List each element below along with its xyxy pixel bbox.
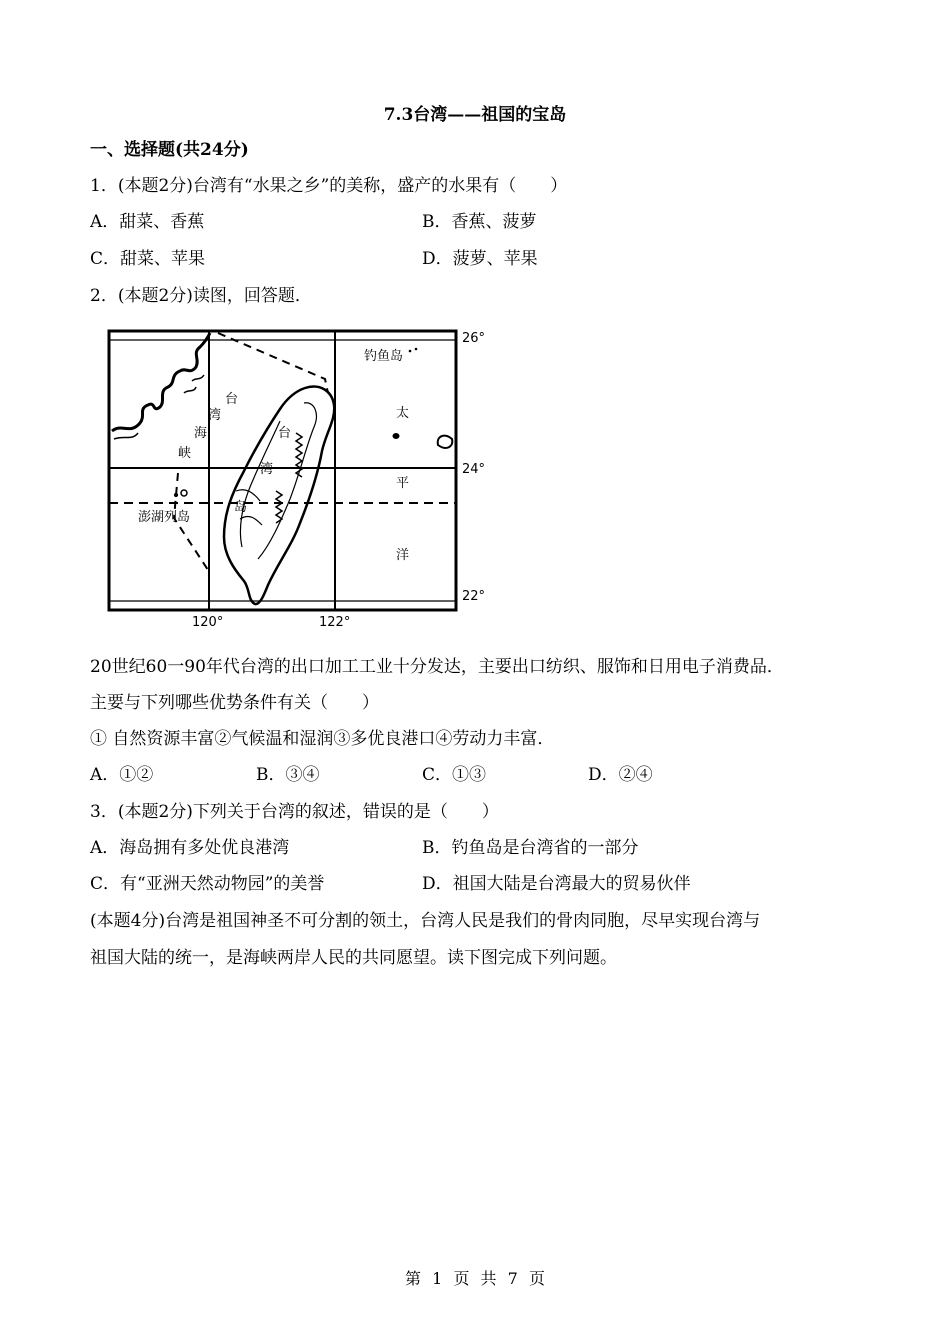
- q3-option-b: B．钓鱼岛是台湾省的一部分: [422, 838, 639, 858]
- label-ocean-1: 太: [396, 406, 410, 421]
- lon-label-120: 120°: [192, 615, 224, 630]
- lat-label-26: 26°: [462, 331, 486, 346]
- page-footer: [0, 1266, 950, 1289]
- label-strait-4: 峡: [178, 446, 192, 461]
- footer-total-pages: 7: [507, 1269, 518, 1288]
- q4-intro-2: 祖国大陆的统一，是海峡两岸人民的共同愿望。读下图完成下列问题。: [90, 948, 617, 968]
- q3-option-d: D．祖国大陆是台湾最大的贸易伙伴: [422, 874, 691, 894]
- page-title: 7.3台湾——祖国的宝岛: [383, 105, 567, 125]
- taiwan-map: [100, 323, 500, 635]
- q3-option-c: C．有“亚洲天然动物园”的美誉: [90, 874, 325, 894]
- question-3-stem: 3．(本题2分)下列关于台湾的叙述，错误的是（ ）: [90, 802, 499, 822]
- lat-label-22: 22°: [462, 589, 486, 604]
- q2-context-2: 主要与下列哪些优势条件有关（ ）: [90, 693, 379, 713]
- lat-label-24: 24°: [462, 462, 486, 477]
- q2-option-b: B．③④: [256, 765, 320, 785]
- label-island-3: 岛: [234, 500, 248, 515]
- label-strait-3: 海: [194, 426, 208, 441]
- q3-option-a: A．海岛拥有多处优良港湾: [90, 838, 290, 858]
- q2-conditions: ① 自然资源丰富②气候温和湿润③多优良港口④劳动力丰富．: [90, 729, 555, 749]
- q2-context-1: 20世纪60一90年代台湾的出口加工工业十分发达，主要出口纺织、服饰和日用电子消费品．: [90, 657, 784, 677]
- label-island-1: 台: [278, 426, 292, 441]
- q1-option-d: D．菠萝、苹果: [422, 249, 538, 269]
- section-heading: 一、选择题(共24分): [90, 140, 249, 160]
- q1-option-a: A．甜菜、香蕉: [90, 212, 205, 232]
- label-penghu: 澎湖列岛: [138, 510, 191, 525]
- q4-intro-1: (本题4分)台湾是祖国神圣不可分割的领土，台湾人民是我们的骨肉同胞，尽早实现台湾与: [90, 911, 761, 931]
- question-2-stem: 2．(本题2分)读图，回答题．: [90, 286, 312, 306]
- footer-word-di: 第: [405, 1269, 422, 1288]
- q2-option-d: D．②④: [588, 765, 653, 785]
- footer-word-gong: 共: [480, 1269, 497, 1288]
- footer-word-ye: 页: [453, 1269, 470, 1288]
- q1-option-c: C．甜菜、苹果: [90, 249, 206, 269]
- label-strait-1: 台: [225, 392, 239, 407]
- footer-word-ye-2: 页: [528, 1269, 545, 1288]
- q2-option-c: C．①③: [422, 765, 487, 785]
- label-strait-2: 湾: [208, 408, 222, 423]
- q2-option-a: A．①②: [90, 765, 154, 785]
- q1-option-b: B．香蕉、菠萝: [422, 212, 537, 232]
- label-island-2: 湾: [260, 462, 274, 477]
- footer-page-number: 1: [432, 1269, 443, 1288]
- question-1-stem: 1．(本题2分)台湾有“水果之乡”的美称，盛产的水果有（ ）: [90, 176, 568, 196]
- label-diaoyu: 钓鱼岛: [364, 349, 404, 364]
- lon-label-122: 122°: [319, 615, 351, 630]
- label-ocean-3: 洋: [396, 548, 410, 563]
- label-ocean-2: 平: [396, 476, 410, 491]
